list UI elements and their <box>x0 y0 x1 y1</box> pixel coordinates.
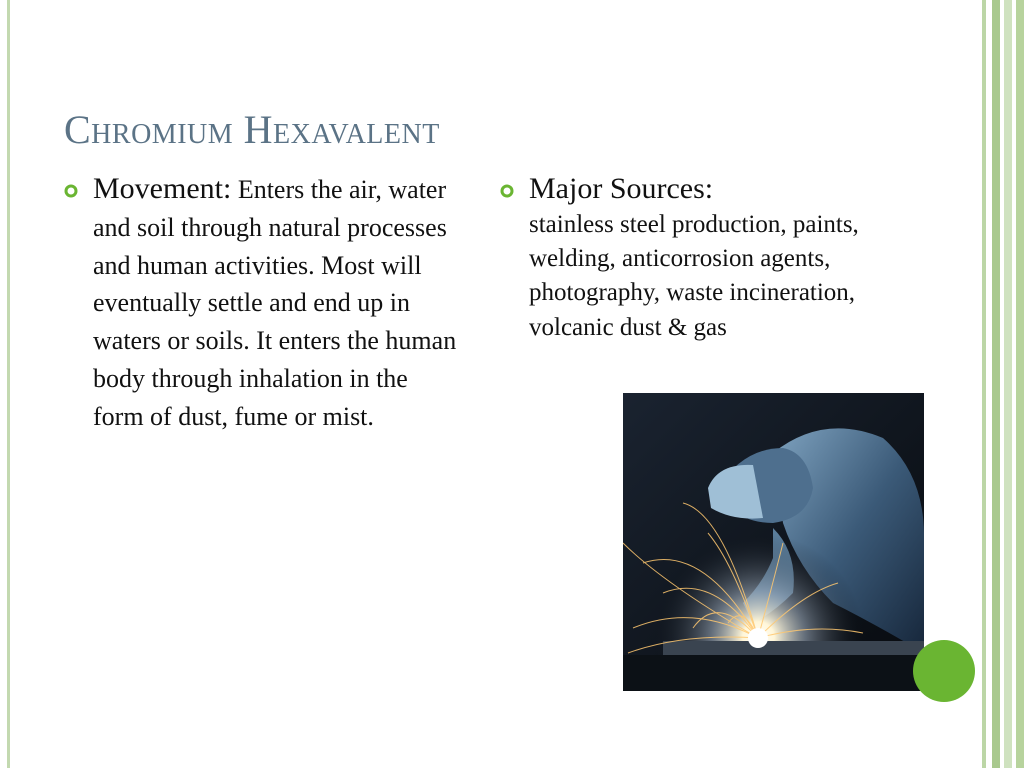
accent-circle <box>913 640 975 702</box>
right-column <box>500 170 900 345</box>
bullet-circle-icon <box>64 184 78 198</box>
bullet-major-sources <box>500 170 900 345</box>
welder-photo <box>623 393 924 691</box>
major-sources-text: stainless steel production, paints, welding, anticorrosion agents, photography, waste incineration, volcanic dust & gas <box>529 211 859 341</box>
movement-text: Enters the air, water and soil through natural processes and human activities. Most will eventually settle and end up in waters or soils. It enters the human body through inhalation in the form of dust, fume or mist. <box>93 175 457 431</box>
right-stripe-decoration <box>978 0 1024 768</box>
slide-title: Chromium Hexavalent <box>64 107 440 152</box>
left-column <box>64 170 464 436</box>
bullet-movement <box>64 170 464 436</box>
major-sources-heading: Major Sources: <box>529 172 714 205</box>
movement-heading: Movement: <box>93 172 232 205</box>
left-border-decoration <box>0 0 10 768</box>
bullet-circle-icon <box>500 184 514 198</box>
